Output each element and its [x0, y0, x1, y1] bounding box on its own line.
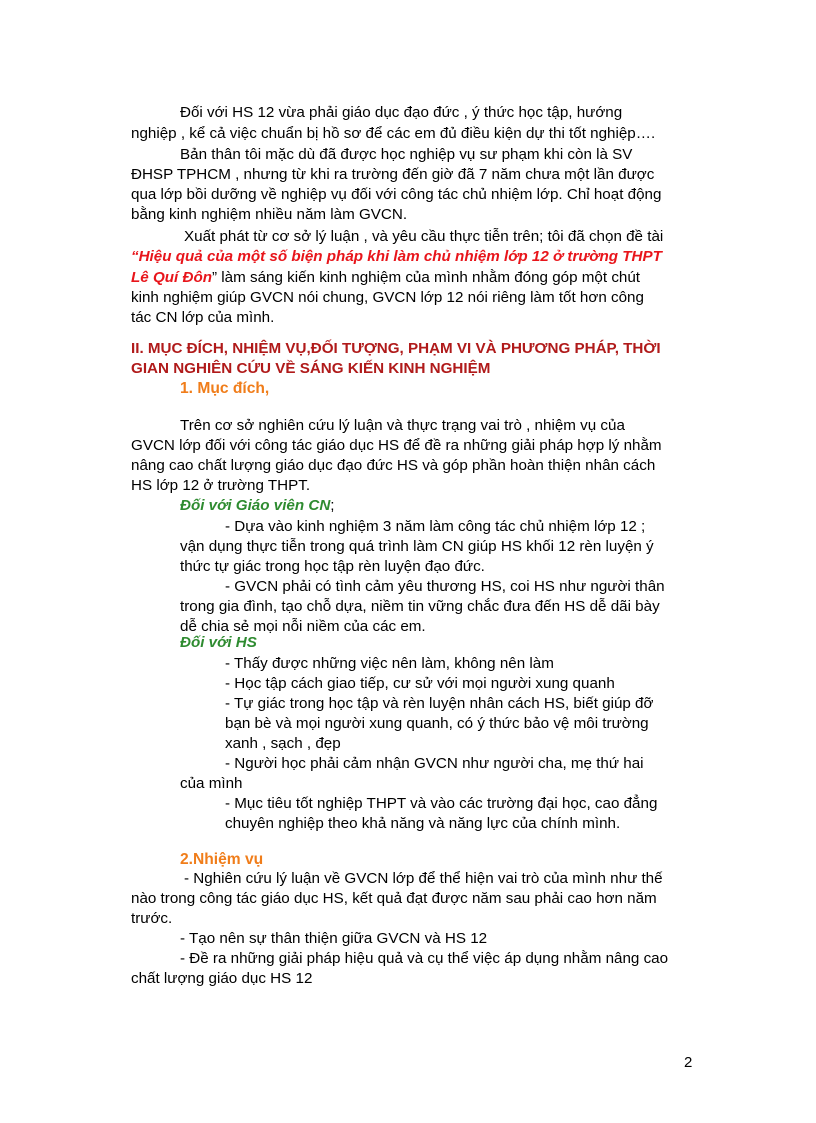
student-item2: - Học tập cách giao tiếp, cư sử với mọi người xung quanh — [225, 675, 615, 692]
student-item5-line1: - Mục tiêu tốt nghiệp THPT và vào các trường đại học, cao đẳng — [225, 795, 658, 812]
task1-line3: trước. — [131, 910, 173, 927]
page-number: 2 — [684, 1054, 693, 1071]
section2-heading-line2: GIAN NGHIÊN CỨU VỀ SÁNG KIẾN KINH NGHIỆM — [131, 360, 491, 377]
teacher-item1-line2: vận dụng thực tiễn trong quá trình làm CN giúp HS khối 12 rèn luyện ý — [180, 538, 654, 555]
para3-line2-rest: ” làm sáng kiến kinh nghiệm của mình nhằm đóng góp một chút — [212, 269, 641, 286]
task2: - Tạo nên sự thân thiện giữa GVCN và HS 12 — [180, 930, 488, 947]
task1-line1: - Nghiên cứu lý luận về GVCN lớp để thể hiện vai trò của mình như thế — [184, 870, 663, 887]
teacher-item2-line3: dễ chia sẻ mọi nỗi niềm của các em. — [180, 618, 426, 635]
teacher-label-line — [180, 496, 335, 515]
purpose-line2: GVCN lớp đối với công tác giáo dục HS để đề ra những giải pháp hợp lý nhằm — [131, 437, 662, 454]
teacher-item1-line3: thức tự giác trong học tập rèn luyện đạo đức. — [180, 558, 485, 575]
para2-line4: bằng kinh nghiệm nhiều năm làm GVCN. — [131, 206, 408, 223]
task3-line2: chất lượng giáo dục HS 12 — [131, 970, 313, 987]
task1-line2: nào trong công tác giáo dục HS, kết quả đạt được năm sau phải cao hơn năm — [131, 890, 657, 907]
para2-line1: Bản thân tôi mặc dù đã được học nghiệp vụ sư phạm khi còn là SV — [180, 146, 633, 163]
student-item3-line3: xanh , sạch , đẹp — [225, 735, 341, 752]
student-item4-line2: của mình — [180, 775, 243, 792]
subsection-nhiem-vu: 2.Nhiệm vụ — [180, 851, 264, 868]
student-item1: - Thấy được những việc nên làm, không nên làm — [225, 655, 554, 672]
student-label: Đối với HS — [180, 634, 257, 651]
purpose-line4: HS lớp 12 ở trường THPT. — [131, 477, 311, 494]
teacher-item2-line2: trong gia đình, tạo chỗ dựa, niềm tin vững chắc đưa đến HS dễ dãi bày — [180, 598, 660, 615]
student-item5-line2: chuyên nghiệp theo khả năng và năng lực của chính mình. — [225, 815, 621, 832]
purpose-line3: nâng cao chất lượng giáo dục đạo đức HS và góp phần hoàn thiện nhân cách — [131, 457, 656, 474]
teacher-item1-line1: - Dựa vào kinh nghiệm 3 năm làm công tác chủ nhiệm lớp 12 ; — [225, 518, 646, 535]
section2-heading-line1: II. MỤC ĐÍCH, NHIỆM VỤ,ĐỐI TƯỢNG, PHẠM VI VÀ PHƯƠNG PHÁP, THỜI — [131, 340, 661, 357]
para3-line4: tác CN lớp của mình. — [131, 309, 275, 326]
para3-line1: Xuất phát từ cơ sở lý luận , và yêu cầu thực tiễn trên; tôi đã chọn đề tài — [184, 228, 664, 245]
purpose-line1: Trên cơ sở nghiên cứu lý luận và thực trạng vai trò , nhiệm vụ của — [180, 417, 625, 434]
task3-line1: - Đề ra những giải pháp hiệu quả và cụ thể việc áp dụng nhằm nâng cao — [180, 950, 669, 967]
para1-line1: Đối với HS 12 vừa phải giáo dục đạo đức , ý thức học tập, hướng — [180, 104, 623, 121]
student-item4-line1: - Người học phải cảm nhận GVCN như người cha, mẹ thứ hai — [225, 755, 644, 772]
teacher-label-punct: ; — [330, 497, 335, 514]
teacher-label: Đối với Giáo viên CN — [180, 497, 331, 514]
student-item3-line2: bạn bè và mọi người xung quanh, có ý thức bảo vệ môi trường — [225, 715, 649, 732]
para1-line2: nghiệp , kể cả việc chuẩn bị hồ sơ để các em đủ điều kiện dự thi tốt nghiệp…. — [131, 125, 656, 142]
para2-line3: qua lớp bồi dưỡng về nghiệp vụ đối với công tác chủ nhiệm lớp. Chỉ hoạt động — [131, 186, 662, 203]
teacher-item2-line1: - GVCN phải có tình cảm yêu thương HS, coi HS như người thân — [225, 578, 665, 595]
para2-line2: ĐHSP TPHCM , nhưng từ khi ra trường đến giờ đã 7 năm chưa một lần được — [131, 166, 655, 183]
topic-title-line1: “Hiệu quả của một số biện pháp khi làm chủ nhiệm lớp 12 ở trường THPT — [131, 248, 662, 265]
para3-line3: kinh nghiệm giúp GVCN nói chung, GVCN lớp 12 nói riêng làm tốt hơn công — [131, 289, 644, 306]
subsection-muc-dich: 1. Mục đích, — [180, 380, 270, 397]
topic-title-line2: Lê Quí Đôn — [131, 269, 212, 286]
para3-line2 — [131, 268, 640, 287]
student-item3-line1: - Tự giác trong học tập và rèn luyện nhân cách HS, biết giúp đỡ — [225, 695, 654, 712]
